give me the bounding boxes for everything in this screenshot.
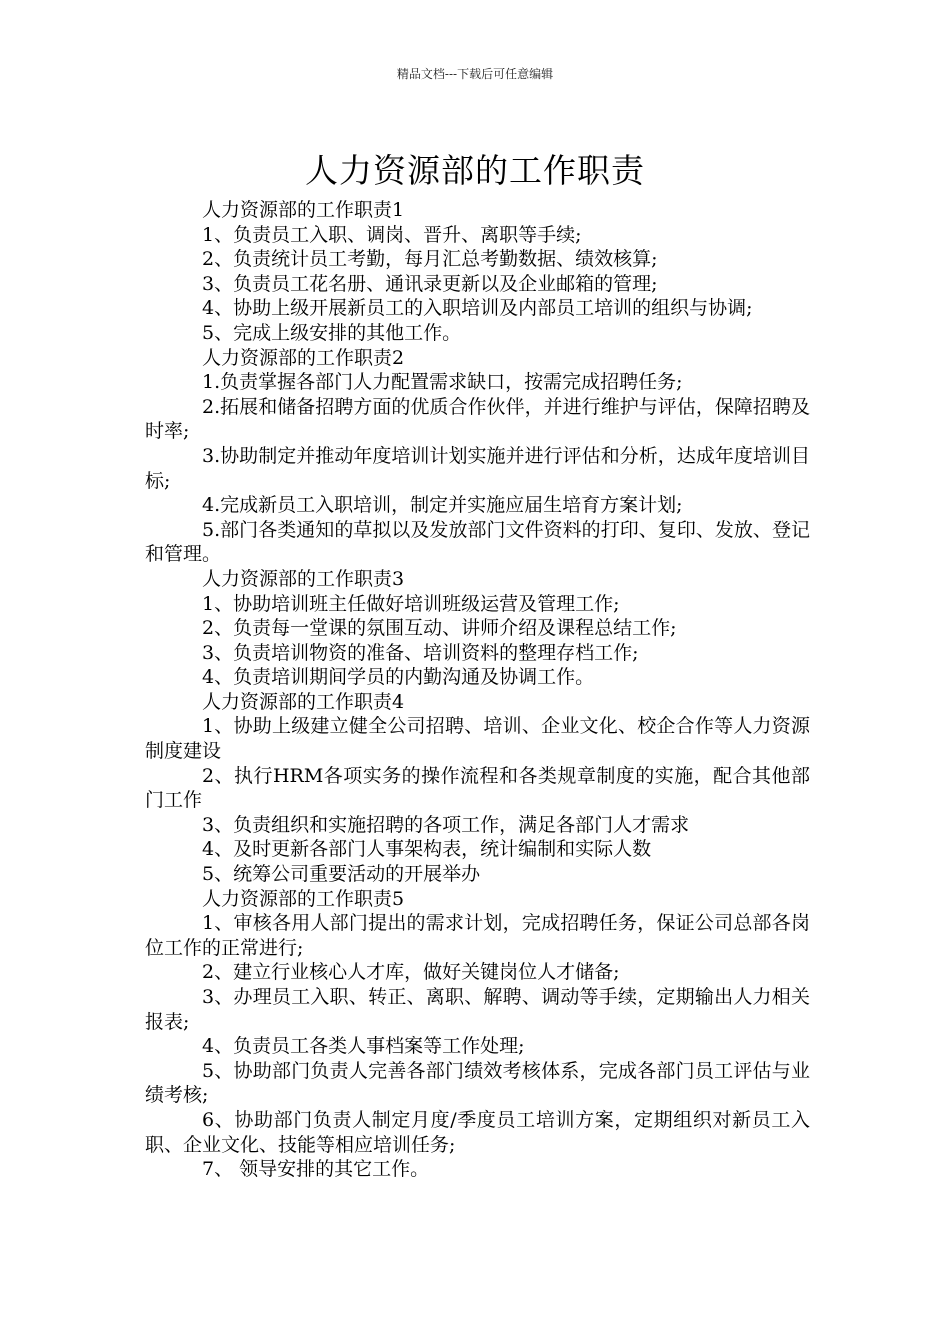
list-item: 4.完成新员工入职培训，制定并实施应届生培育方案计划; xyxy=(202,494,683,517)
list-item: 3、负责组织和实施招聘的各项工作，满足各部门人才需求 xyxy=(202,813,690,836)
list-item: 1、负责员工入职、调岗、晋升、离职等手续; xyxy=(202,223,582,246)
list-item: 5、完成上级安排的其他工作。 xyxy=(202,321,462,344)
document-body xyxy=(145,198,810,1182)
header-note: 精品文档---下载后可任意编辑 xyxy=(396,67,554,81)
list-item: 4、协助上级开展新员工的入职培训及内部员工培训的组织与协调; xyxy=(202,297,753,320)
list-item: 4、负责员工各类人事档案等工作处理; xyxy=(202,1035,525,1058)
section-heading: 人力资源部的工作职责5 xyxy=(202,887,405,910)
list-item: 2.拓展和储备招聘方面的优质合作伙伴，并进行维护与评估，保障招聘及时率; xyxy=(145,395,810,443)
list-item: 7、 领导安排的其它工作。 xyxy=(202,1158,430,1181)
list-item: 4、负责培训期间学员的内勤沟通及协调工作。 xyxy=(202,666,595,689)
section-heading: 人力资源部的工作职责1 xyxy=(202,199,405,221)
list-item: 1、协助上级建立健全公司招聘、培训、企业文化、校企合作等人力资源制度建设 xyxy=(145,715,810,763)
list-item: 3、负责培训物资的准备、培训资料的整理存档工作; xyxy=(202,641,639,664)
list-item: 1、审核各用人部门提出的需求计划，完成招聘任务，保证公司总部各岗位工作的正常进行; xyxy=(145,912,810,959)
list-item: 5.部门各类通知的草拟以及发放部门文件资料的打印、复印、发放、登记和管理。 xyxy=(145,518,810,566)
list-item: 6、协助部门负责人制定月度/季度员工培训方案，定期组织对新员工入职、企业文化、技能等相应培训任务; xyxy=(145,1108,810,1156)
list-item: 3、办理员工入职、转正、离职、解聘、调动等手续，定期输出人力相关报表; xyxy=(145,986,810,1033)
list-item: 2、执行HRM各项实务的操作流程和各类规章制度的实施，配合其他部门工作 xyxy=(145,764,810,812)
section-heading: 人力资源部的工作职责3 xyxy=(202,567,405,590)
list-item: 5、协助部门负责人完善各部门绩效考核体系，完成各部门员工评估与业绩考核; xyxy=(145,1059,810,1107)
section-heading: 人力资源部的工作职责4 xyxy=(202,690,405,713)
list-item: 1.负责掌握各部门人力配置需求缺口，按需完成招聘任务; xyxy=(202,371,683,394)
section-heading: 人力资源部的工作职责2 xyxy=(202,346,405,369)
list-item: 3.协助制定并推动年度培训计划实施并进行评估和分析，达成年度培训目标; xyxy=(145,444,810,492)
list-item: 3、负责员工花名册、通讯录更新以及企业邮箱的管理; xyxy=(202,272,658,295)
list-item: 1、协助培训班主任做好培训班级运营及管理工作; xyxy=(202,592,620,615)
page-title: 人力资源部的工作职责 xyxy=(305,151,645,191)
list-item: 2、负责统计员工考勤，每月汇总考勤数据、绩效核算; xyxy=(202,248,658,271)
list-item: 5、统筹公司重要活动的开展举办 xyxy=(202,863,481,886)
list-item: 2、建立行业核心人才库，做好关键岗位人才储备; xyxy=(202,961,620,984)
list-item: 4、及时更新各部门人事架构表，统计编制和实际人数 xyxy=(202,838,652,861)
list-item: 2、负责每一堂课的氛围互动、讲师介绍及课程总结工作; xyxy=(202,617,677,640)
